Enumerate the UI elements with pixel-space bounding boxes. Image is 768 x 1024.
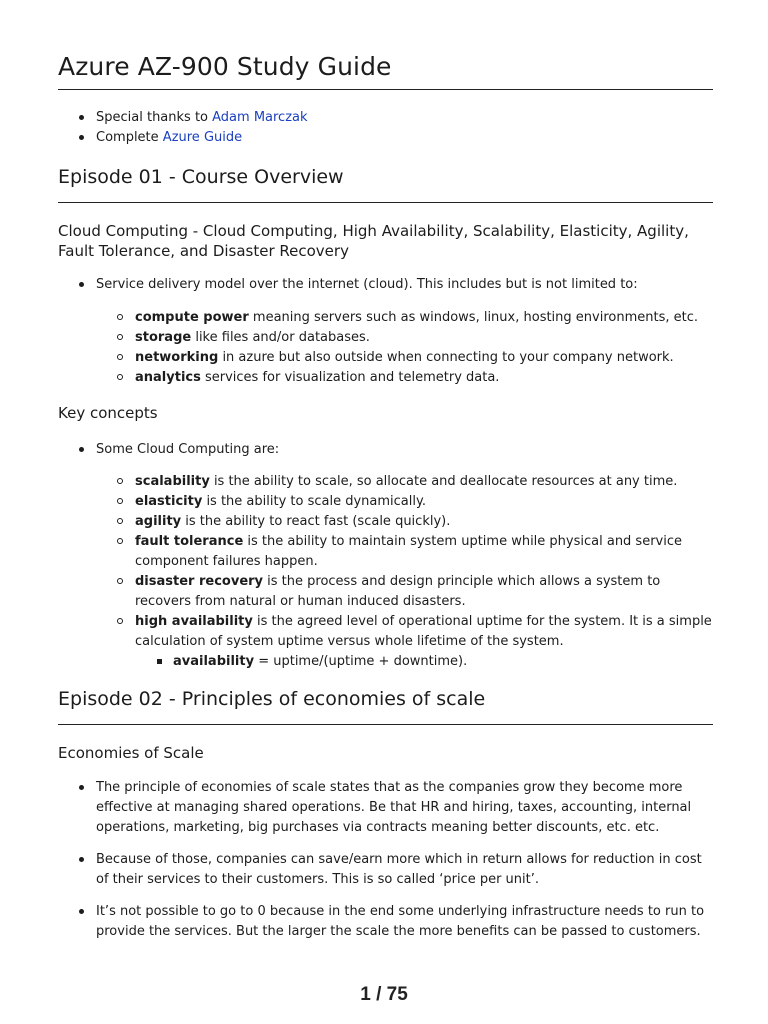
list-item [58, 492, 713, 512]
term-description: is the ability to scale dynamically. [202, 494, 426, 509]
list-item [58, 108, 308, 128]
term: elasticity [135, 494, 203, 509]
term-description: is the ability to react fast (scale quickly). [181, 514, 451, 529]
economies-list [58, 778, 713, 942]
term: compute power [135, 310, 249, 325]
term-description: is the process and design principle which allows a system to recovers from natural or human induced disasters. [135, 574, 661, 609]
term: disaster recovery [135, 574, 264, 589]
concepts-list [58, 472, 713, 672]
list-item-text: Special thanks to [96, 110, 213, 125]
list-item [58, 612, 713, 672]
list-item [58, 652, 713, 672]
adam-marczak-link[interactable]: Adam Marczak [212, 110, 308, 125]
cloud-computing-heading: Cloud Computing - Cloud Computing, High Availability, Scalability, Elasticity, Agility, Fault Tolerance, and Disaster Recovery [58, 222, 689, 260]
list-item-text: Complete [96, 130, 163, 145]
list-item [58, 328, 698, 348]
term: fault tolerance [135, 534, 244, 549]
term-description: is the ability to scale, so allocate and deallocate resources at any time. [209, 474, 678, 489]
key-concepts-heading: Key concepts [58, 404, 158, 422]
term-description: = uptime/(uptime + downtime). [254, 654, 468, 669]
term: high availability [135, 614, 253, 629]
list-item: The principle of economies of scale states that as the companies grow they become more effective at managing shared operations. Be that HR and hiring, taxes, accounting, internal operations, marketing, big purchases via contracts meaning better discounts, etc. etc. [58, 778, 713, 838]
list-item [58, 348, 698, 368]
term-description: is the ability to maintain system uptime while physical and service component failures happen. [135, 534, 683, 569]
availability-sublist [135, 652, 713, 672]
cloud-computing-list [58, 275, 638, 295]
term: availability [173, 654, 255, 669]
list-item [58, 512, 713, 532]
list-item: Service delivery model over the internet (cloud). This includes but is not limited to: [58, 275, 638, 295]
service-list [58, 308, 698, 388]
term-description: meaning servers such as windows, linux, hosting environments, etc. [248, 310, 698, 325]
term-description: like files and/or databases. [191, 330, 370, 345]
term-description: in azure but also outside when connecting to your company network. [218, 350, 674, 365]
intro-list [58, 108, 308, 148]
term-description: services for visualization and telemetry data. [200, 370, 500, 385]
page-number: 1 / 75 [360, 984, 408, 1005]
list-item [58, 308, 698, 328]
list-item [58, 128, 308, 148]
list-item [58, 532, 713, 572]
term: analytics [135, 370, 201, 385]
list-item [58, 572, 713, 612]
episode-01-heading: Episode 01 - Course Overview [58, 166, 713, 203]
azure-guide-link[interactable]: Azure Guide [162, 130, 243, 145]
episode-02-heading: Episode 02 - Principles of economies of scale [58, 688, 713, 725]
list-item [58, 368, 698, 388]
list-item [58, 472, 713, 492]
key-concepts-list [58, 440, 279, 460]
list-item: Because of those, companies can save/earn more which in return allows for reduction in cost of their services to their customers. This is so called ‘price per unit’. [58, 850, 713, 890]
term: networking [135, 350, 219, 365]
term: storage [135, 330, 192, 345]
document-title: Azure AZ-900 Study Guide [58, 52, 713, 90]
list-item: It’s not possible to go to 0 because in the end some underlying infrastructure needs to run to provide the services. But the larger the scale the more benefits can be passed to customers. [58, 902, 713, 942]
economies-of-scale-heading: Economies of Scale [58, 744, 204, 762]
term-description: is the agreed level of operational uptime for the system. It is a simple calculation of system uptime versus whole lifetime of the system. [135, 614, 712, 649]
term: scalability [135, 474, 210, 489]
term: agility [135, 514, 182, 529]
list-item: Some Cloud Computing are: [58, 440, 279, 460]
